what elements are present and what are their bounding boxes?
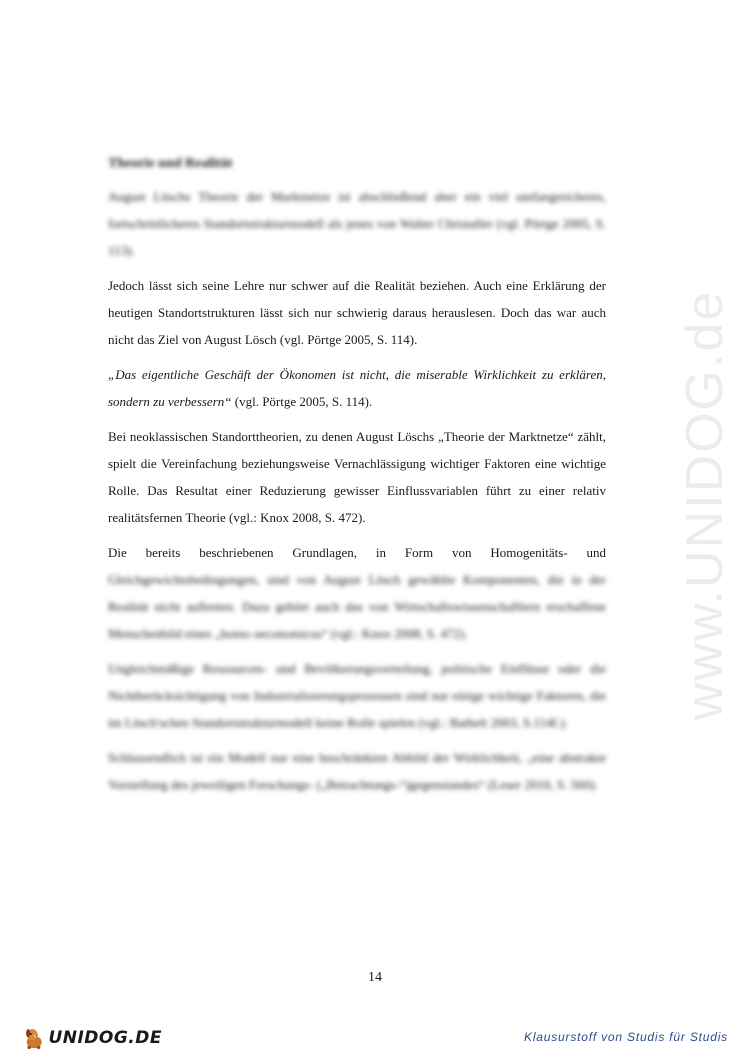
page-content xyxy=(108,150,606,806)
dog-icon xyxy=(22,1020,46,1056)
quote-citation: (vgl. Pörtge 2005, S. 114). xyxy=(231,394,373,409)
page-number: 14 xyxy=(368,970,382,985)
blurred-paragraph: Ungleichmäßige Ressourcen- und Bevölkerungsverteilung, politische Einflüsse oder die Nichtberücksichtigung von Industrialisierungsprozessen sind nur einige wichtige Faktoren, die im Lösch'schen Standortstrukturmodell keine Rolle spielen (vgl.: Bathelt 2003, S.114f.). xyxy=(108,661,606,730)
paragraph: Jedoch lässt sich seine Lehre nur schwer auf die Realität beziehen. Auch eine Erklärung der heutigen Standortstrukturen lässt sich nur schwierig daraus herauslesen. Doch das war auch nicht das Ziel von August Lösch (vgl. Pörtge 2005, S. 114). xyxy=(108,278,606,347)
paragraph-partial-visible: Die bereits beschriebenen Grundlagen, in Form von Homogenitäts- und xyxy=(108,545,606,560)
quote-paragraph xyxy=(108,361,606,415)
logo-text: UNIDOG.DE xyxy=(48,1028,162,1048)
blurred-paragraph: Gleichgewichtsbedingungen, sind von August Lösch gewählte Komponenten, die in der Realität nicht auftreten. Dazu gehört auch das von Wirtschaftswissenschaftlern erschaffene Menschenbild eines „homo oeconomicus“ (vgl.: Knox 2008, S. 472). xyxy=(108,572,606,641)
unidog-logo[interactable] xyxy=(22,1018,162,1058)
section-heading: Theorie und Realität xyxy=(108,156,233,171)
watermark: www.UNIDOG.de xyxy=(676,289,734,721)
paragraph: Bei neoklassischen Standorttheorien, zu denen August Löschs „Theorie der Marktnetze“ zählt, spielt die Vereinfachung beziehungsweise Vernachlässigung wichtiger Faktoren eine wichtige Rolle. Das Resultat einer Reduzierung gewisser Einflussvariablen führt zu einer relativ realitätsfernen Theorie (vgl.: Knox 2008, S. 472). xyxy=(108,429,606,525)
blurred-paragraph: August Löschs Theorie der Marktnetze ist abschließend aber ein viel umfangreicheres, fortschrittlicheres Standortstrukturmodell als jenes von Walter Christaller (vgl. Pörtge 2005, S. 113). xyxy=(108,189,606,258)
quote-text: „Das eigentliche Geschäft der Ökonomen ist nicht, die miserable Wirklichkeit zu erklären, sondern zu verbessern“ xyxy=(108,367,606,409)
footer-tagline: Klausurstoff von Studis für Studis xyxy=(524,1030,728,1044)
blurred-paragraph: Schlussendlich ist ein Modell nur eine beschränkten Abbild der Wirklichkeit, „eine abstrakte Vorstellung des jeweiligen Forschungs- („Betrachtungs-“)gegenstandes“ (Leser 2010, S. 560). xyxy=(108,750,606,792)
